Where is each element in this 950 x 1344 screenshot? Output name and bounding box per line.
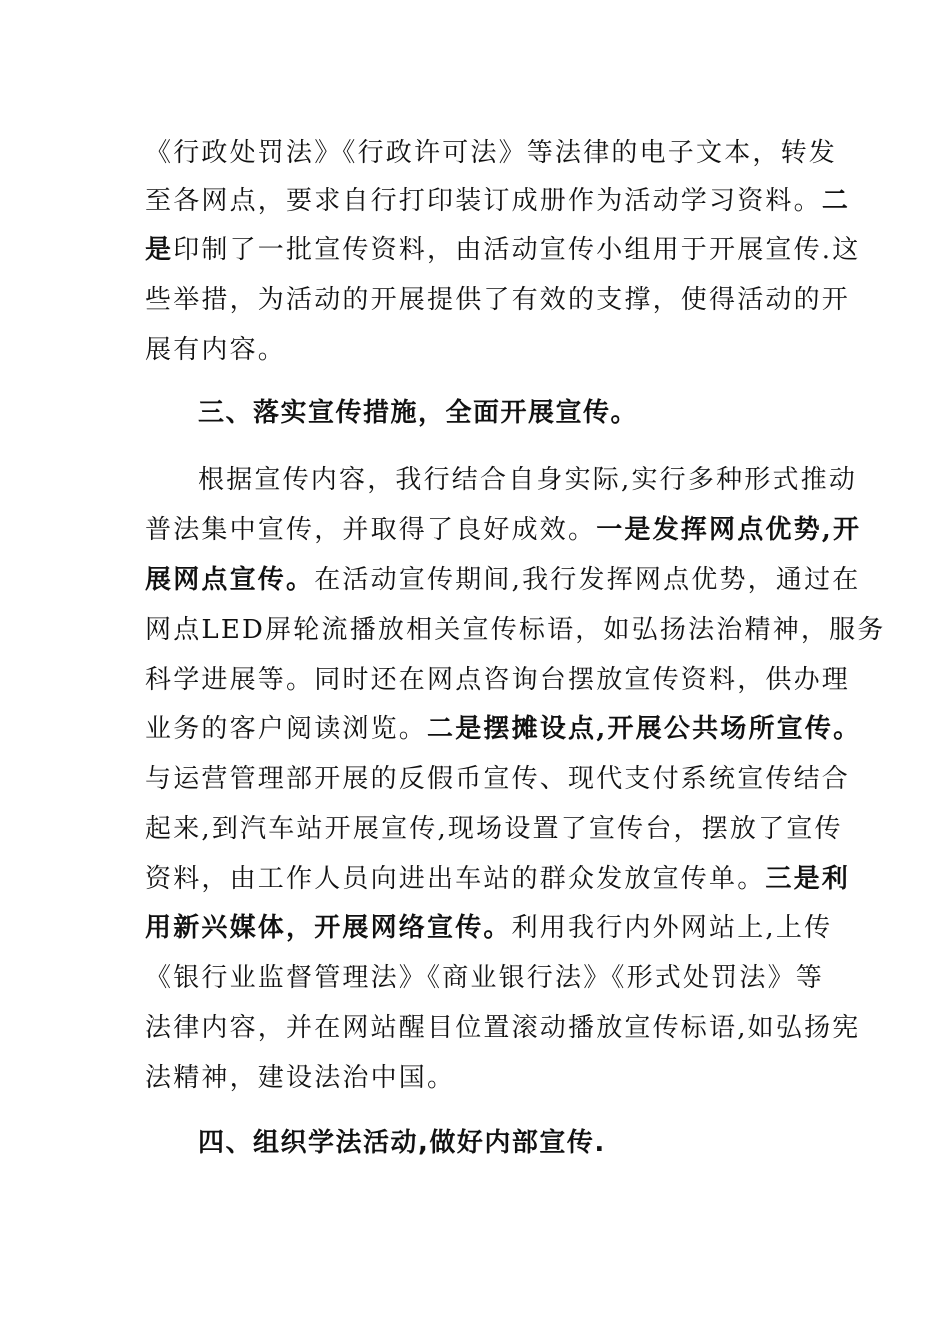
para2-line6 [145, 712, 862, 746]
para1-line2-text: 至各网点，要求自行打印装订成册作为活动学习资料。 [145, 186, 822, 216]
para2-line6-bold: 二是摆摊设点,开展公共场所宣传。 [427, 714, 862, 744]
para2-line2-bold: 一是发挥网点优势,开 [596, 515, 862, 545]
para2-line10 [145, 911, 833, 945]
para1-line3-bold: 是 [145, 235, 174, 265]
para1-line2 [145, 184, 851, 218]
para2-line11: 《银行业监督管理法》《商业银行法》《形式处罚法》等 [145, 963, 825, 993]
para2-line10-bold: 用新兴媒体，开展网络宣传。 [145, 913, 512, 943]
para2-line3 [145, 563, 861, 597]
para2-line9 [145, 862, 851, 896]
section-heading-3: 三、落实宣传措施，全面开展宣传。 [198, 398, 639, 428]
para2-line5: 科学进展等。同时还在网点咨询台摆放宣传资料，供办理 [145, 665, 851, 695]
para2-line12: 法律内容，并在网站醒目位置滚动播放宣传标语,如弘扬宪 [145, 1013, 861, 1043]
para1-line3-text: 印制了一批宣传资料，由活动宣传小组用于开展宣传.这 [173, 235, 861, 265]
para1-line5: 展有内容。 [145, 335, 287, 365]
para2-line2 [145, 513, 862, 547]
para2-line3-text: 在活动宣传期间,我行发挥网点优势，通过在 [314, 565, 861, 595]
para1-line4: 些举措，为活动的开展提供了有效的支撑，使得活动的开 [145, 285, 851, 315]
para2-line9-text: 资料，由工作人员向进出车站的群众发放宣传单。 [145, 864, 766, 894]
para2-line13: 法精神，建设法治中国。 [145, 1063, 456, 1093]
para2-line8: 起来,到汽车站开展宣传,现场设置了宣传台，摆放了宣传 [145, 814, 843, 844]
section-heading-4: 四、组织学法活动,做好内部宣传. [198, 1128, 606, 1158]
para2-line7: 与运营管理部开展的反假币宣传、现代支付系统宣传结合 [145, 764, 851, 794]
para1-line3 [145, 233, 861, 267]
para2-line4: 网点LED屏轮流播放相关宣传标语，如弘扬法治精神，服务 [145, 615, 886, 645]
para1-line1: 《行政处罚法》《行政许可法》等法律的电子文本，转发 [145, 138, 838, 168]
para2-line3-bold: 展网点宣传。 [145, 565, 315, 595]
para2-line9-bold: 三是利 [765, 864, 851, 894]
para2-line10-text: 利用我行内外网站上,上传 [511, 913, 833, 943]
para1-line2-bold: 二 [821, 186, 851, 216]
para2-line2-text: 普法集中宣传，并取得了良好成效。 [145, 515, 597, 545]
para2-line1: 根据宣传内容，我行结合自身实际,实行多种形式推动 [198, 465, 858, 495]
para2-line6-text: 业务的客户阅读浏览。 [145, 714, 428, 744]
